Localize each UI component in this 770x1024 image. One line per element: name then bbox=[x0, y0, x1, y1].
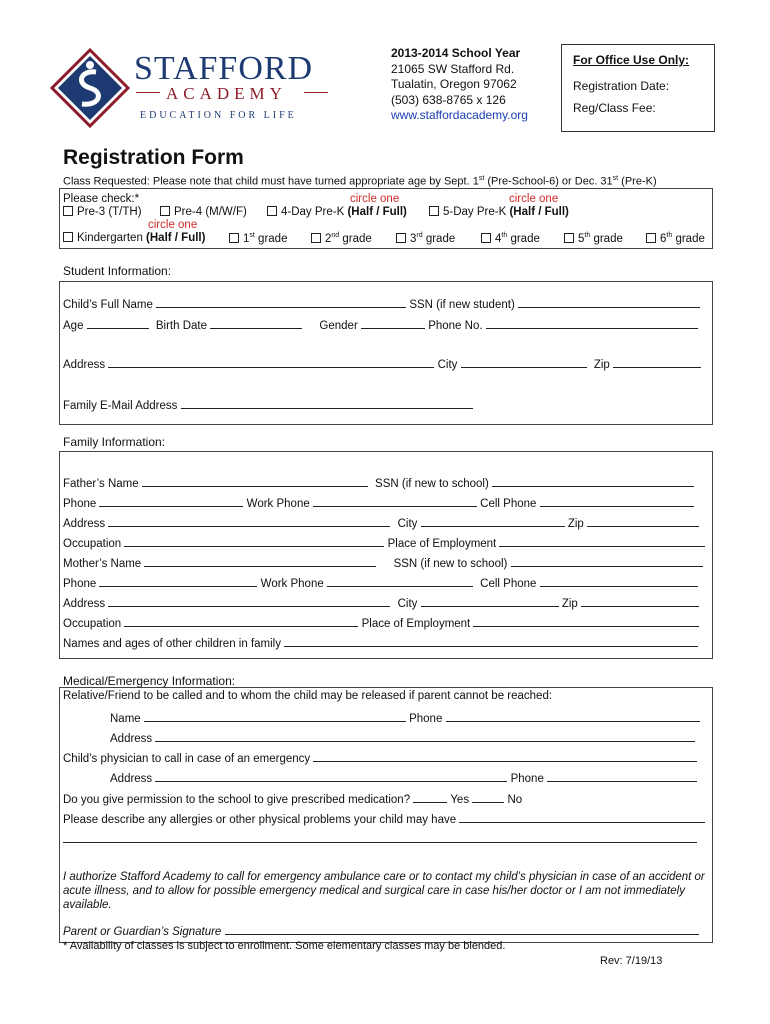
age-field[interactable] bbox=[87, 317, 149, 329]
class-requested-note: Class Requested: Please note that child must have turned appropriate age by Sept. 1st (Pre-School-6) or Dec. 31st (Pre-K) bbox=[63, 175, 657, 188]
mother-employment-label: Place of Employment bbox=[361, 618, 471, 630]
family-heading: Family Information: bbox=[63, 435, 166, 449]
checkbox-icon[interactable] bbox=[429, 206, 439, 216]
checkbox-icon[interactable] bbox=[481, 233, 491, 243]
medical-heading: Medical/Emergency Information: bbox=[63, 674, 236, 688]
checkbox-icon[interactable] bbox=[646, 233, 656, 243]
physician-phone-label: Phone bbox=[510, 773, 544, 785]
father-city-field[interactable] bbox=[421, 515, 565, 527]
mother-cell-phone-field[interactable] bbox=[540, 575, 698, 587]
phone-no-label: Phone No. bbox=[428, 320, 483, 332]
circle-one-label: circle one bbox=[509, 193, 559, 205]
father-employment-label: Place of Employment bbox=[387, 538, 497, 550]
father-address-field[interactable] bbox=[108, 515, 390, 527]
checkbox-icon[interactable] bbox=[63, 232, 73, 242]
other-children-label: Names and ages of other children in family bbox=[63, 638, 281, 650]
checkbox-icon[interactable] bbox=[229, 233, 239, 243]
availability-note: * Availability of classes is subject to enrollment. Some elementary classes may be blended. bbox=[63, 940, 506, 952]
gender-label: Gender bbox=[319, 320, 358, 332]
mother-zip-field[interactable] bbox=[581, 595, 699, 607]
checkbox-icon[interactable] bbox=[267, 206, 277, 216]
school-year: 2013-2014 School Year bbox=[391, 46, 521, 60]
relative-address-field[interactable] bbox=[155, 730, 695, 742]
mother-employment-field[interactable] bbox=[473, 615, 699, 627]
father-name-field[interactable] bbox=[142, 475, 368, 487]
ssn-student-field[interactable] bbox=[518, 296, 700, 308]
student-address-label: Address bbox=[63, 359, 106, 371]
student-city-field[interactable] bbox=[461, 356, 587, 368]
other-children-field[interactable] bbox=[284, 635, 698, 647]
office-use-box bbox=[561, 44, 715, 132]
student-zip-field[interactable] bbox=[613, 356, 701, 368]
mother-work-phone-field[interactable] bbox=[327, 575, 473, 587]
father-work-phone-field[interactable] bbox=[313, 495, 477, 507]
option-4day-prek[interactable]: 4-Day Pre-K (Half / Full) bbox=[267, 206, 407, 218]
student-address-field[interactable] bbox=[108, 356, 434, 368]
relative-prompt: Relative/Friend to be called and to whom the child may be released if parent cannot be reached: bbox=[63, 690, 553, 702]
circle-one-label: circle one bbox=[148, 219, 198, 231]
father-cell-phone-label: Cell Phone bbox=[480, 498, 537, 510]
birth-date-label: Birth Date bbox=[155, 320, 208, 332]
father-work-phone-label: Work Phone bbox=[246, 498, 310, 510]
option-grade-5[interactable]: 5th grade bbox=[564, 232, 623, 245]
family-email-label: Family E-Mail Address bbox=[63, 400, 178, 412]
ssn-mother-field[interactable] bbox=[511, 555, 703, 567]
physician-address-label: Address bbox=[110, 773, 153, 785]
allergies-label: Please describe any allergies or other physical problems your child may have bbox=[63, 814, 457, 826]
age-label: Age bbox=[63, 320, 84, 332]
mother-occupation-field[interactable] bbox=[124, 615, 358, 627]
mother-cell-phone-label: Cell Phone bbox=[480, 578, 537, 590]
mother-phone-field[interactable] bbox=[99, 575, 257, 587]
medication-yes-label: Yes bbox=[450, 794, 470, 806]
option-grade-2[interactable]: 2nd grade bbox=[311, 232, 372, 245]
checkbox-icon[interactable] bbox=[564, 233, 574, 243]
mother-phone-label: Phone bbox=[63, 578, 97, 590]
mother-occupation-label: Occupation bbox=[63, 618, 122, 630]
mother-city-label: City bbox=[397, 598, 418, 610]
father-occupation-label: Occupation bbox=[63, 538, 122, 550]
gender-field[interactable] bbox=[361, 317, 425, 329]
relative-name-label: Name bbox=[110, 713, 141, 725]
family-email-field[interactable] bbox=[181, 397, 473, 409]
birth-date-field[interactable] bbox=[210, 317, 302, 329]
father-employment-field[interactable] bbox=[499, 535, 705, 547]
office-registration-date: Registration Date: bbox=[573, 79, 670, 93]
father-name-label: Father’s Name bbox=[63, 478, 139, 490]
signature-field[interactable] bbox=[225, 923, 699, 935]
father-zip-label: Zip bbox=[567, 518, 584, 530]
school-phone: (503) 638-8765 x 126 bbox=[391, 92, 506, 107]
mother-name-label: Mother’s Name bbox=[63, 558, 142, 570]
circle-one-label: circle one bbox=[350, 193, 400, 205]
office-fee: Reg/Class Fee: bbox=[573, 101, 656, 115]
relative-address-label: Address bbox=[110, 733, 153, 745]
physician-address-field[interactable] bbox=[155, 770, 507, 782]
mother-zip-label: Zip bbox=[561, 598, 578, 610]
please-check: Please check:* bbox=[63, 193, 140, 205]
school-website[interactable]: www.staffordacademy.org bbox=[391, 108, 528, 122]
school-info bbox=[391, 46, 528, 124]
logo bbox=[50, 48, 335, 128]
allergies-field[interactable] bbox=[459, 811, 705, 823]
child-name-label: Child’s Full Name bbox=[63, 299, 153, 311]
physician-label: Child’s physician to call in case of an emergency bbox=[63, 753, 311, 765]
student-city-label: City bbox=[437, 359, 458, 371]
mother-work-phone-label: Work Phone bbox=[260, 578, 324, 590]
father-address-label: Address bbox=[63, 518, 106, 530]
physician-phone-field[interactable] bbox=[547, 770, 697, 782]
checkbox-icon[interactable] bbox=[63, 206, 73, 216]
checkbox-icon[interactable] bbox=[160, 206, 170, 216]
medication-permission-label: Do you give permission to the school to give prescribed medication? bbox=[63, 794, 411, 806]
relative-phone-label: Phone bbox=[409, 713, 443, 725]
option-grade-1[interactable]: 1st grade bbox=[229, 232, 287, 245]
school-address1: 21065 SW Stafford Rd. bbox=[391, 61, 515, 76]
office-title: For Office Use Only: bbox=[573, 53, 690, 67]
ssn-father-field[interactable] bbox=[492, 475, 694, 487]
mother-city-field[interactable] bbox=[421, 595, 559, 607]
physician-field[interactable] bbox=[313, 750, 697, 762]
mother-address-label: Address bbox=[63, 598, 106, 610]
authorization-text: I authorize Stafford Academy to call for emergency ambulance care or to contact my child’s physician in case of an accident or acute illness, and to allow for possible emergency medical and surgical care in case his/her doctor or I am not immediately available. bbox=[63, 871, 705, 911]
option-grade-6[interactable]: 6th grade bbox=[646, 232, 705, 245]
mother-address-field[interactable] bbox=[108, 595, 390, 607]
signature-label: Parent or Guardian’s Signature bbox=[63, 926, 222, 938]
logo-emblem-icon bbox=[50, 48, 130, 128]
student-zip-label: Zip bbox=[593, 359, 610, 371]
father-phone-label: Phone bbox=[63, 498, 97, 510]
child-name-field[interactable] bbox=[156, 296, 406, 308]
medication-no-field[interactable] bbox=[472, 791, 504, 803]
logo-name-line2: ACADEMY bbox=[166, 84, 287, 103]
mother-name-field[interactable] bbox=[144, 555, 376, 567]
allergies-field-line2[interactable] bbox=[63, 831, 697, 843]
option-pre4[interactable]: Pre-4 (M/W/F) bbox=[160, 206, 247, 218]
ssn-mother-label: SSN (if new to school) bbox=[393, 558, 508, 570]
option-grade-3[interactable]: 3rd grade bbox=[396, 232, 455, 245]
father-occupation-field[interactable] bbox=[124, 535, 384, 547]
medication-yes-field[interactable] bbox=[413, 791, 447, 803]
phone-no-field[interactable] bbox=[486, 317, 698, 329]
ssn-student-label: SSN (if new student) bbox=[409, 299, 515, 311]
father-cell-phone-field[interactable] bbox=[540, 495, 694, 507]
ssn-father-label: SSN (if new to school) bbox=[375, 478, 489, 490]
logo-name-line1: STAFFORD bbox=[134, 50, 314, 87]
option-grade-4[interactable]: 4th grade bbox=[481, 232, 540, 245]
option-5day-prek[interactable]: 5-Day Pre-K (Half / Full) bbox=[429, 206, 569, 218]
checkbox-icon[interactable] bbox=[311, 233, 321, 243]
logo-tagline: EDUCATION FOR LIFE bbox=[140, 110, 297, 121]
school-address2: Tualatin, Oregon 97062 bbox=[391, 77, 517, 91]
student-heading: Student Information: bbox=[63, 264, 172, 278]
father-city-label: City bbox=[397, 518, 418, 530]
relative-phone-field[interactable] bbox=[446, 710, 700, 722]
relative-name-field[interactable] bbox=[144, 710, 406, 722]
page-title: Registration Form bbox=[63, 146, 244, 169]
revision-date: Rev: 7/19/13 bbox=[600, 955, 663, 967]
checkbox-icon[interactable] bbox=[396, 233, 406, 243]
father-phone-field[interactable] bbox=[99, 495, 243, 507]
option-kindergarten[interactable]: Kindergarten (Half / Full) bbox=[63, 232, 205, 244]
medication-no-label: No bbox=[507, 794, 523, 806]
father-zip-field[interactable] bbox=[587, 515, 699, 527]
option-pre3[interactable]: Pre-3 (T/TH) bbox=[63, 206, 142, 218]
